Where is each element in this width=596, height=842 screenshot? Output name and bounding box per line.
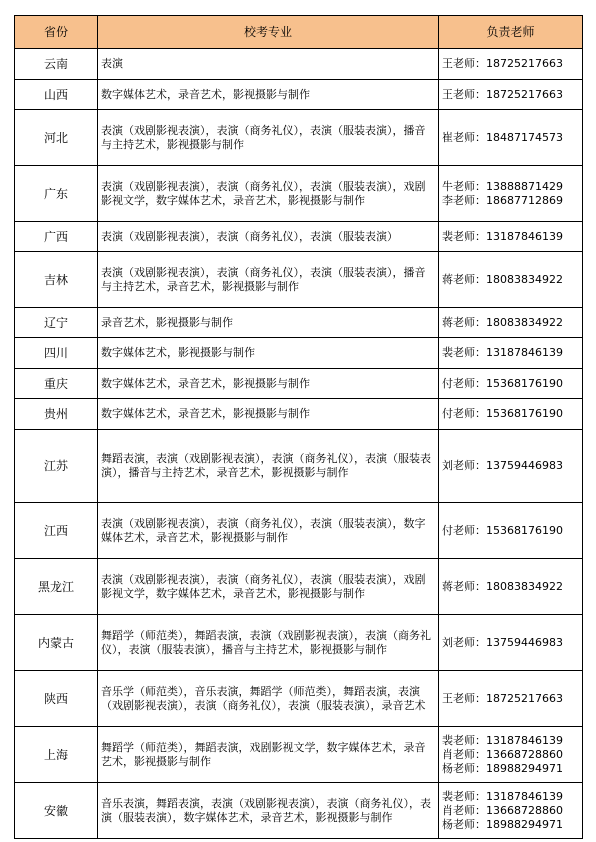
teacher-cell <box>439 222 583 252</box>
teacher-contact: 蒋老师：18083834922 <box>442 272 563 286</box>
province-cell: 陕西 <box>15 671 98 727</box>
header-row <box>15 16 583 49</box>
major-cell: 音乐表演，舞蹈表演，表演（戏剧影视表演），表演（商务礼仪），表演（服装表演），数字媒体艺术，录音艺术，影视摄影与制作 <box>98 783 439 839</box>
teacher-cell <box>439 49 583 80</box>
teacher-cell <box>439 615 583 671</box>
teacher-contact: 刘老师：13759446983 <box>442 459 563 472</box>
table-row <box>15 252 583 308</box>
province-cell: 安徽 <box>15 783 98 839</box>
province-cell: 山西 <box>15 80 98 110</box>
table-row <box>15 369 583 399</box>
province-cell: 四川 <box>15 338 98 369</box>
table-row <box>15 80 583 110</box>
province-cell: 贵州 <box>15 399 98 430</box>
major-cell: 舞蹈学（师范类），舞蹈表演，表演（戏剧影视表演），表演（商务礼仪），表演（服装表演），播音与主持艺术，影视摄影与制作 <box>98 615 439 671</box>
province-cell: 云南 <box>15 49 98 80</box>
major-cell: 表演（戏剧影视表演），表演（商务礼仪），表演（服装表演），数字媒体艺术，录音艺术，影视摄影与制作 <box>98 503 439 559</box>
teacher-cell <box>439 369 583 399</box>
teacher-contact: 肖老师：13668728860 <box>442 747 563 761</box>
teacher-cell <box>439 308 583 338</box>
teacher-contact: 裴老师：13187846139 <box>442 346 563 359</box>
major-cell: 数字媒体艺术，录音艺术，影视摄影与制作 <box>98 399 439 430</box>
teacher-contact: 蒋老师：18083834922 <box>442 315 563 329</box>
table-row <box>15 308 583 338</box>
major-cell: 表演 <box>98 49 439 80</box>
teacher-contact: 裴老师：13187846139 <box>442 229 563 243</box>
major-cell: 数字媒体艺术，录音艺术，影视摄影与制作 <box>98 80 439 110</box>
teacher-cell <box>439 671 583 727</box>
table-row <box>15 615 583 671</box>
teacher-cell <box>439 80 583 110</box>
table-row <box>15 503 583 559</box>
teacher-contact: 蒋老师：18083834922 <box>442 579 563 593</box>
province-cell: 广西 <box>15 222 98 252</box>
teacher-contact: 裴老师：13187846139 <box>442 733 563 747</box>
teacher-cell <box>439 166 583 222</box>
teacher-contact: 付老师：15368176190 <box>442 376 563 390</box>
table-row <box>15 671 583 727</box>
table-row <box>15 559 583 615</box>
province-cell: 江苏 <box>15 430 98 503</box>
teacher-contact: 杨老师：18988294971 <box>442 761 563 775</box>
teacher-cell <box>439 559 583 615</box>
table-body <box>15 49 583 839</box>
teacher-contact: 杨老师：18988294971 <box>442 817 563 831</box>
province-cell: 重庆 <box>15 369 98 399</box>
table-row <box>15 110 583 166</box>
teacher-cell <box>439 503 583 559</box>
table-row <box>15 166 583 222</box>
teacher-cell <box>439 338 583 369</box>
teacher-cell <box>439 727 583 783</box>
province-cell: 上海 <box>15 727 98 783</box>
teacher-contact: 肖老师：13668728860 <box>442 803 563 817</box>
province-cell: 黑龙江 <box>15 559 98 615</box>
province-cell: 广东 <box>15 166 98 222</box>
table-row <box>15 430 583 503</box>
major-cell: 表演（戏剧影视表演），表演（商务礼仪），表演（服装表演），播音与主持艺术，录音艺术，影视摄影与制作 <box>98 252 439 308</box>
teacher-cell <box>439 110 583 166</box>
teacher-contact: 李老师：18687712869 <box>442 193 563 207</box>
major-cell: 表演（戏剧影视表演），表演（商务礼仪），表演（服装表演），播音与主持艺术，影视摄影与制作 <box>98 110 439 166</box>
province-cell: 吉林 <box>15 252 98 308</box>
teacher-contact: 刘老师：13759446983 <box>442 635 563 649</box>
major-cell: 舞蹈表演，表演（戏剧影视表演），表演（商务礼仪），表演（服装表演），播音与主持艺术，录音艺术，影视摄影与制作 <box>98 430 439 503</box>
major-cell: 录音艺术，影视摄影与制作 <box>98 308 439 338</box>
teacher-cell <box>439 399 583 430</box>
table-row <box>15 338 583 369</box>
table-row <box>15 727 583 783</box>
teacher-cell <box>439 430 583 503</box>
teacher-contact: 王老师：18725217663 <box>442 57 563 70</box>
teacher-contact: 崔老师：18487174573 <box>442 130 563 144</box>
teacher-cell <box>439 783 583 839</box>
teacher-cell <box>439 252 583 308</box>
major-cell: 数字媒体艺术，影视摄影与制作 <box>98 338 439 369</box>
header-major: 校考专业 <box>98 16 439 49</box>
major-cell: 舞蹈学（师范类），舞蹈表演，戏剧影视文学，数字媒体艺术，录音艺术，影视摄影与制作 <box>98 727 439 783</box>
province-cell: 河北 <box>15 110 98 166</box>
table-row <box>15 399 583 430</box>
major-cell: 表演（戏剧影视表演），表演（商务礼仪），表演（服装表演），戏剧影视文学，数字媒体艺术，录音艺术，影视摄影与制作 <box>98 559 439 615</box>
major-cell: 表演（戏剧影视表演），表演（商务礼仪），表演（服装表演） <box>98 222 439 252</box>
teacher-contact: 牛老师：13888871429 <box>442 179 563 193</box>
header-province: 省份 <box>15 16 98 49</box>
major-cell: 数字媒体艺术，录音艺术，影视摄影与制作 <box>98 369 439 399</box>
header-teacher: 负责老师 <box>439 16 583 49</box>
teacher-contact: 裴老师：13187846139 <box>442 789 563 803</box>
major-cell: 表演（戏剧影视表演），表演（商务礼仪），表演（服装表演），戏剧影视文学，数字媒体艺术，录音艺术，影视摄影与制作 <box>98 166 439 222</box>
teacher-contact: 王老师：18725217663 <box>442 87 563 101</box>
province-cell: 辽宁 <box>15 308 98 338</box>
table-header <box>15 16 583 49</box>
province-cell: 江西 <box>15 503 98 559</box>
table-row <box>15 222 583 252</box>
teacher-contact: 王老师：18725217663 <box>442 691 563 705</box>
teacher-contact: 付老师：15368176190 <box>442 407 563 420</box>
table-row <box>15 783 583 839</box>
major-cell: 音乐学（师范类），音乐表演，舞蹈学（师范类），舞蹈表演，表演（戏剧影视表演），表演（商务礼仪），表演（服装表演），录音艺术 <box>98 671 439 727</box>
teacher-contact: 付老师：15368176190 <box>442 523 563 537</box>
table-row <box>15 49 583 80</box>
province-cell: 内蒙古 <box>15 615 98 671</box>
admissions-table <box>14 15 583 839</box>
